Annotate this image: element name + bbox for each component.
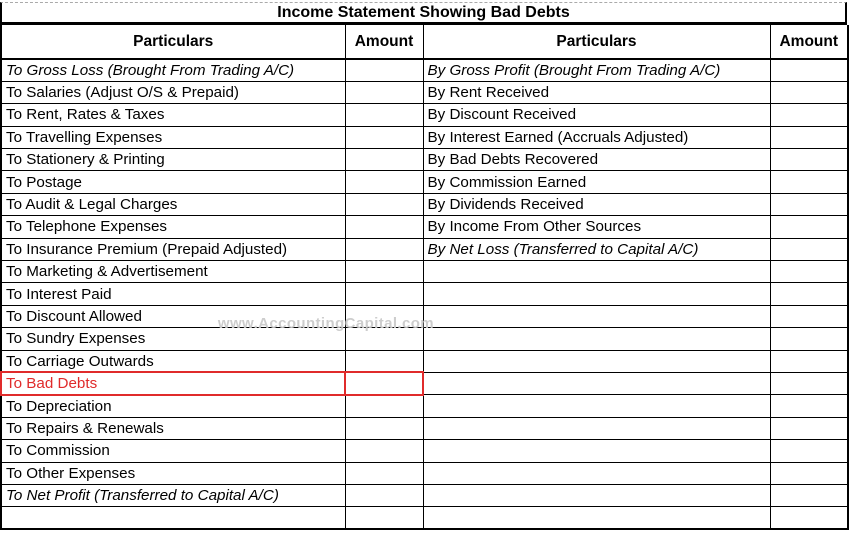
watermark: www.AccountingCapital.com [217, 315, 435, 332]
credit-particulars-cell [423, 261, 770, 283]
debit-particulars-cell: To Interest Paid [1, 283, 345, 305]
debit-particulars-cell: To Insurance Premium (Prepaid Adjusted) [1, 238, 345, 260]
credit-amount-header: Amount [770, 25, 848, 59]
debit-particulars-cell: To Stationery & Printing [1, 149, 345, 171]
debit-particulars-cell: To Salaries (Adjust O/S & Prepaid) [1, 81, 345, 103]
table-row [1, 126, 848, 148]
credit-particulars-cell: By Rent Received [423, 81, 770, 103]
debit-amount-cell [345, 395, 423, 417]
debit-amount-cell [345, 462, 423, 484]
table-row [1, 238, 848, 260]
debit-amount-cell [345, 104, 423, 126]
debit-particulars-cell [1, 507, 345, 529]
table-row [1, 395, 848, 417]
table-row [1, 328, 848, 350]
debit-amount-cell [345, 350, 423, 372]
debit-particulars-cell: To Net Profit (Transferred to Capital A/C) [1, 484, 345, 506]
debit-particulars-cell: To Audit & Legal Charges [1, 193, 345, 215]
debit-particulars-header: Particulars [1, 25, 345, 59]
credit-particulars-cell [423, 350, 770, 372]
debit-particulars-cell: To Travelling Expenses [1, 126, 345, 148]
table-row [1, 440, 848, 462]
debit-particulars-cell: To Telephone Expenses [1, 216, 345, 238]
debit-particulars-cell: To Gross Loss (Brought From Trading A/C) [1, 59, 345, 81]
bad-debts-row [1, 372, 848, 394]
credit-particulars-cell [423, 507, 770, 529]
table-row [1, 507, 848, 529]
debit-particulars-cell: To Depreciation [1, 395, 345, 417]
credit-amount-cell [770, 484, 848, 506]
credit-amount-cell [770, 171, 848, 193]
table-row [1, 81, 848, 103]
credit-particulars-cell [423, 283, 770, 305]
credit-amount-cell [770, 283, 848, 305]
debit-amount-cell [345, 193, 423, 215]
credit-amount-cell [770, 350, 848, 372]
debit-particulars-cell: To Discount Allowed [1, 305, 345, 327]
credit-amount-cell [770, 417, 848, 439]
credit-amount-cell [770, 59, 848, 81]
credit-particulars-cell [423, 395, 770, 417]
credit-particulars-cell [423, 328, 770, 350]
credit-particulars-cell [423, 484, 770, 506]
table-row [1, 417, 848, 439]
credit-particulars-cell: By Bad Debts Recovered [423, 149, 770, 171]
credit-particulars-cell: By Income From Other Sources [423, 216, 770, 238]
table-row [1, 59, 848, 81]
debit-amount-cell [345, 440, 423, 462]
credit-particulars-cell: By Dividends Received [423, 193, 770, 215]
table-row [1, 350, 848, 372]
debit-amount-cell [345, 372, 423, 394]
debit-amount-cell [345, 417, 423, 439]
debit-amount-cell [345, 238, 423, 260]
credit-amount-cell [770, 305, 848, 327]
credit-amount-cell [770, 440, 848, 462]
credit-particulars-cell [423, 440, 770, 462]
credit-amount-cell [770, 238, 848, 260]
debit-particulars-cell: To Postage [1, 171, 345, 193]
credit-particulars-cell: By Interest Earned (Accruals Adjusted) [423, 126, 770, 148]
debit-amount-header: Amount [345, 25, 423, 59]
table-row [1, 305, 848, 327]
debit-amount-cell [345, 261, 423, 283]
debit-particulars-cell: To Sundry Expenses [1, 328, 345, 350]
debit-amount-cell [345, 171, 423, 193]
credit-amount-cell [770, 193, 848, 215]
debit-particulars-cell: To Commission [1, 440, 345, 462]
credit-particulars-cell [423, 372, 770, 394]
table-row [1, 104, 848, 126]
credit-amount-cell [770, 372, 848, 394]
credit-amount-cell [770, 126, 848, 148]
credit-particulars-header: Particulars [423, 25, 770, 59]
debit-amount-cell [345, 149, 423, 171]
credit-amount-cell [770, 395, 848, 417]
credit-particulars-cell: By Net Loss (Transferred to Capital A/C) [423, 238, 770, 260]
income-statement-table [0, 25, 849, 530]
table-row [1, 261, 848, 283]
table-body [1, 59, 848, 529]
credit-amount-cell [770, 462, 848, 484]
header-row [1, 25, 848, 59]
debit-particulars-cell: To Other Expenses [1, 462, 345, 484]
credit-amount-cell [770, 328, 848, 350]
debit-particulars-cell: To Marketing & Advertisement [1, 261, 345, 283]
credit-particulars-cell [423, 417, 770, 439]
credit-particulars-cell: By Discount Received [423, 104, 770, 126]
credit-amount-cell [770, 149, 848, 171]
debit-amount-cell [345, 484, 423, 506]
debit-particulars-cell: To Repairs & Renewals [1, 417, 345, 439]
debit-amount-cell [345, 507, 423, 529]
debit-amount-cell [345, 126, 423, 148]
credit-amount-cell [770, 261, 848, 283]
credit-particulars-cell [423, 462, 770, 484]
debit-particulars-cell: To Carriage Outwards [1, 350, 345, 372]
credit-amount-cell [770, 104, 848, 126]
debit-particulars-cell: To Rent, Rates & Taxes [1, 104, 345, 126]
ledger-frame [0, 2, 847, 530]
credit-amount-cell [770, 216, 848, 238]
table-row [1, 216, 848, 238]
table-row [1, 171, 848, 193]
debit-amount-cell [345, 305, 423, 327]
debit-amount-cell [345, 216, 423, 238]
debit-amount-cell [345, 283, 423, 305]
credit-particulars-cell [423, 305, 770, 327]
table-row [1, 462, 848, 484]
debit-amount-cell [345, 328, 423, 350]
credit-particulars-cell: By Commission Earned [423, 171, 770, 193]
table-row [1, 484, 848, 506]
debit-amount-cell [345, 81, 423, 103]
table-row [1, 193, 848, 215]
debit-particulars-cell: To Bad Debts [1, 372, 345, 394]
report-title: Income Statement Showing Bad Debts [0, 2, 847, 25]
debit-amount-cell [345, 59, 423, 81]
table-header [1, 25, 848, 59]
table-row [1, 283, 848, 305]
credit-amount-cell [770, 507, 848, 529]
credit-amount-cell [770, 81, 848, 103]
credit-particulars-cell: By Gross Profit (Brought From Trading A/C) [423, 59, 770, 81]
table-row [1, 149, 848, 171]
